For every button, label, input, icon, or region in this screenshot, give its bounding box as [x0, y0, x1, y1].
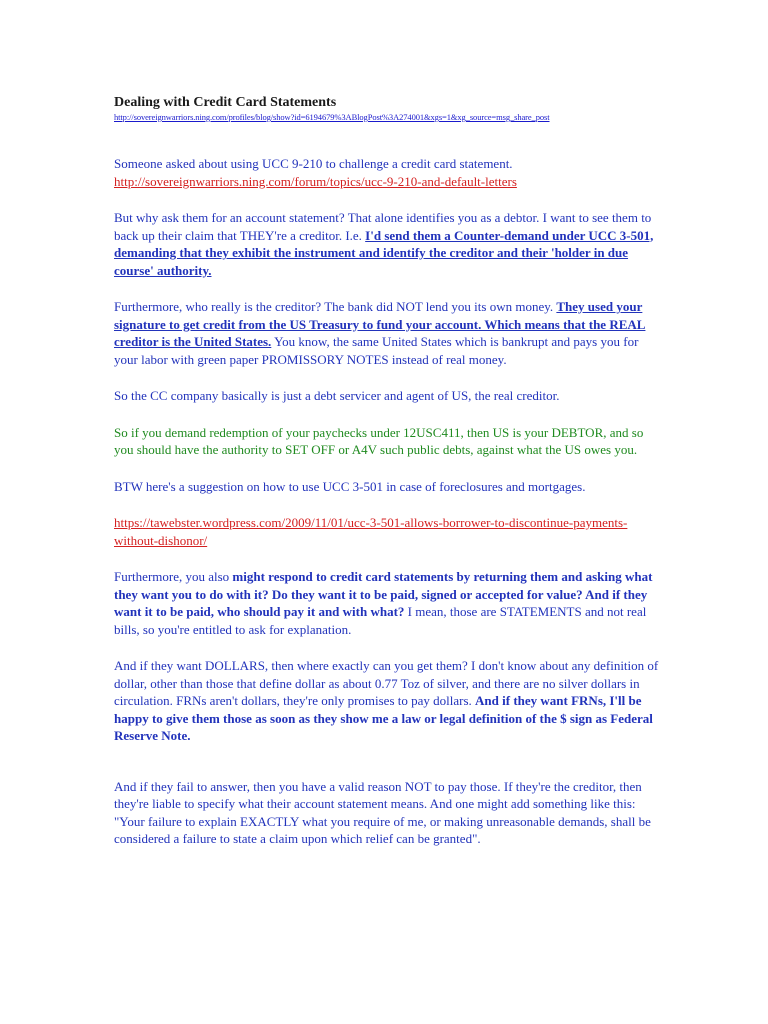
paragraph-1-text: Someone asked about using UCC 9-210 to challenge a credit card statement. — [114, 156, 513, 171]
paragraph-8-text-after: I mean, those are STATEMENTS and not real bills, so you're entitled to ask for explanation. — [114, 604, 647, 637]
source-url-link[interactable]: http://sovereignwarriors.ning.com/profiles/blog/show?id=6194679%3ABlogPost%3A274001&xgs=1&xg_source=msg_share_post — [114, 112, 550, 122]
paragraph-5: So if you demand redemption of your paychecks under 12USC411, then US is your DEBTOR, and so you should have the authority to SET OFF or A4V such public debts, against what the US owes you. — [114, 424, 644, 457]
paragraph-6: BTW here's a suggestion on how to use UCC 3-501 in case of foreclosures and mortgages. — [114, 478, 586, 494]
us-treasury-link[interactable]: They used your signature to get credit from the US Treasury to fund your account. Which means that the REAL creditor is the United States. — [114, 299, 646, 349]
paragraph-3-text: Furthermore, who really is the creditor? The bank did NOT lend you its own money. — [114, 299, 557, 314]
paragraph-2 — [114, 209, 659, 279]
paragraph-4: So the CC company basically is just a debt servicer and agent of US, the real creditor. — [114, 388, 560, 403]
paragraph-10: And if they fail to answer, then you have a valid reason NOT to pay those. If they're the creditor, then they're liable to specify what their account statement means. And one might add something like this: "Your failure to explain EXACTLY what you require of me, or making unreasonable demands, shall be considered a failure to state a claim upon which relief can be granted". — [114, 778, 651, 846]
document-title: Dealing with Credit Card Statements — [114, 95, 337, 110]
paragraph-9-text: And if they want DOLLARS, then where exactly can you get them? I don't know about any definition of dollar, other than those that define dollar as about 0.77 Toz of silver, and there are no silver dollars in circulation. FRNs aren't dollars, they're only promises to pay dollars. — [114, 658, 659, 708]
tawebster-link[interactable]: https://tawebster.wordpress.com/2009/11/01/ucc-3-501-allows-borrower-to-discontinue-payments-without-dishonor/ — [114, 515, 628, 548]
document-page — [114, 95, 659, 848]
paragraph-1 — [114, 155, 659, 190]
paragraph-2-text: But why ask them for an account statement? That alone identifies you as a debtor. I want to see them to back up their claim that THEY're a creditor. I.e. — [114, 210, 652, 243]
paragraph-8-bold: might respond to credit card statements by returning them and asking what they want you to do with it? Do they want it to be paid, signed or accepted for value? And if they want it to be paid, who should pay it and with what? — [114, 569, 653, 619]
paragraph-9-bold: And if they want FRNs, I'll be happy to give them those as soon as they show me a law or legal definition of the $ sign as Federal Reserve Note. — [114, 693, 653, 743]
paragraph-3-text-after: You know, the same United States which is bankrupt and pays you for your labor with green paper PROMISSORY NOTES instead of real money. — [114, 334, 639, 367]
paragraph-8-text: Furthermore, you also — [114, 569, 233, 584]
paragraph-7 — [114, 514, 659, 549]
forum-topic-link[interactable]: http://sovereignwarriors.ning.com/forum/topics/ucc-9-210-and-default-letters — [114, 173, 517, 189]
paragraph-3 — [114, 298, 659, 368]
paragraph-9 — [114, 657, 659, 745]
counter-demand-link[interactable]: I'd send them a Counter-demand under UCC 3-501, demanding that they exhibit the instrument and identify the creditor and their 'holder in due course' authority. — [114, 227, 654, 278]
paragraph-8 — [114, 568, 659, 638]
